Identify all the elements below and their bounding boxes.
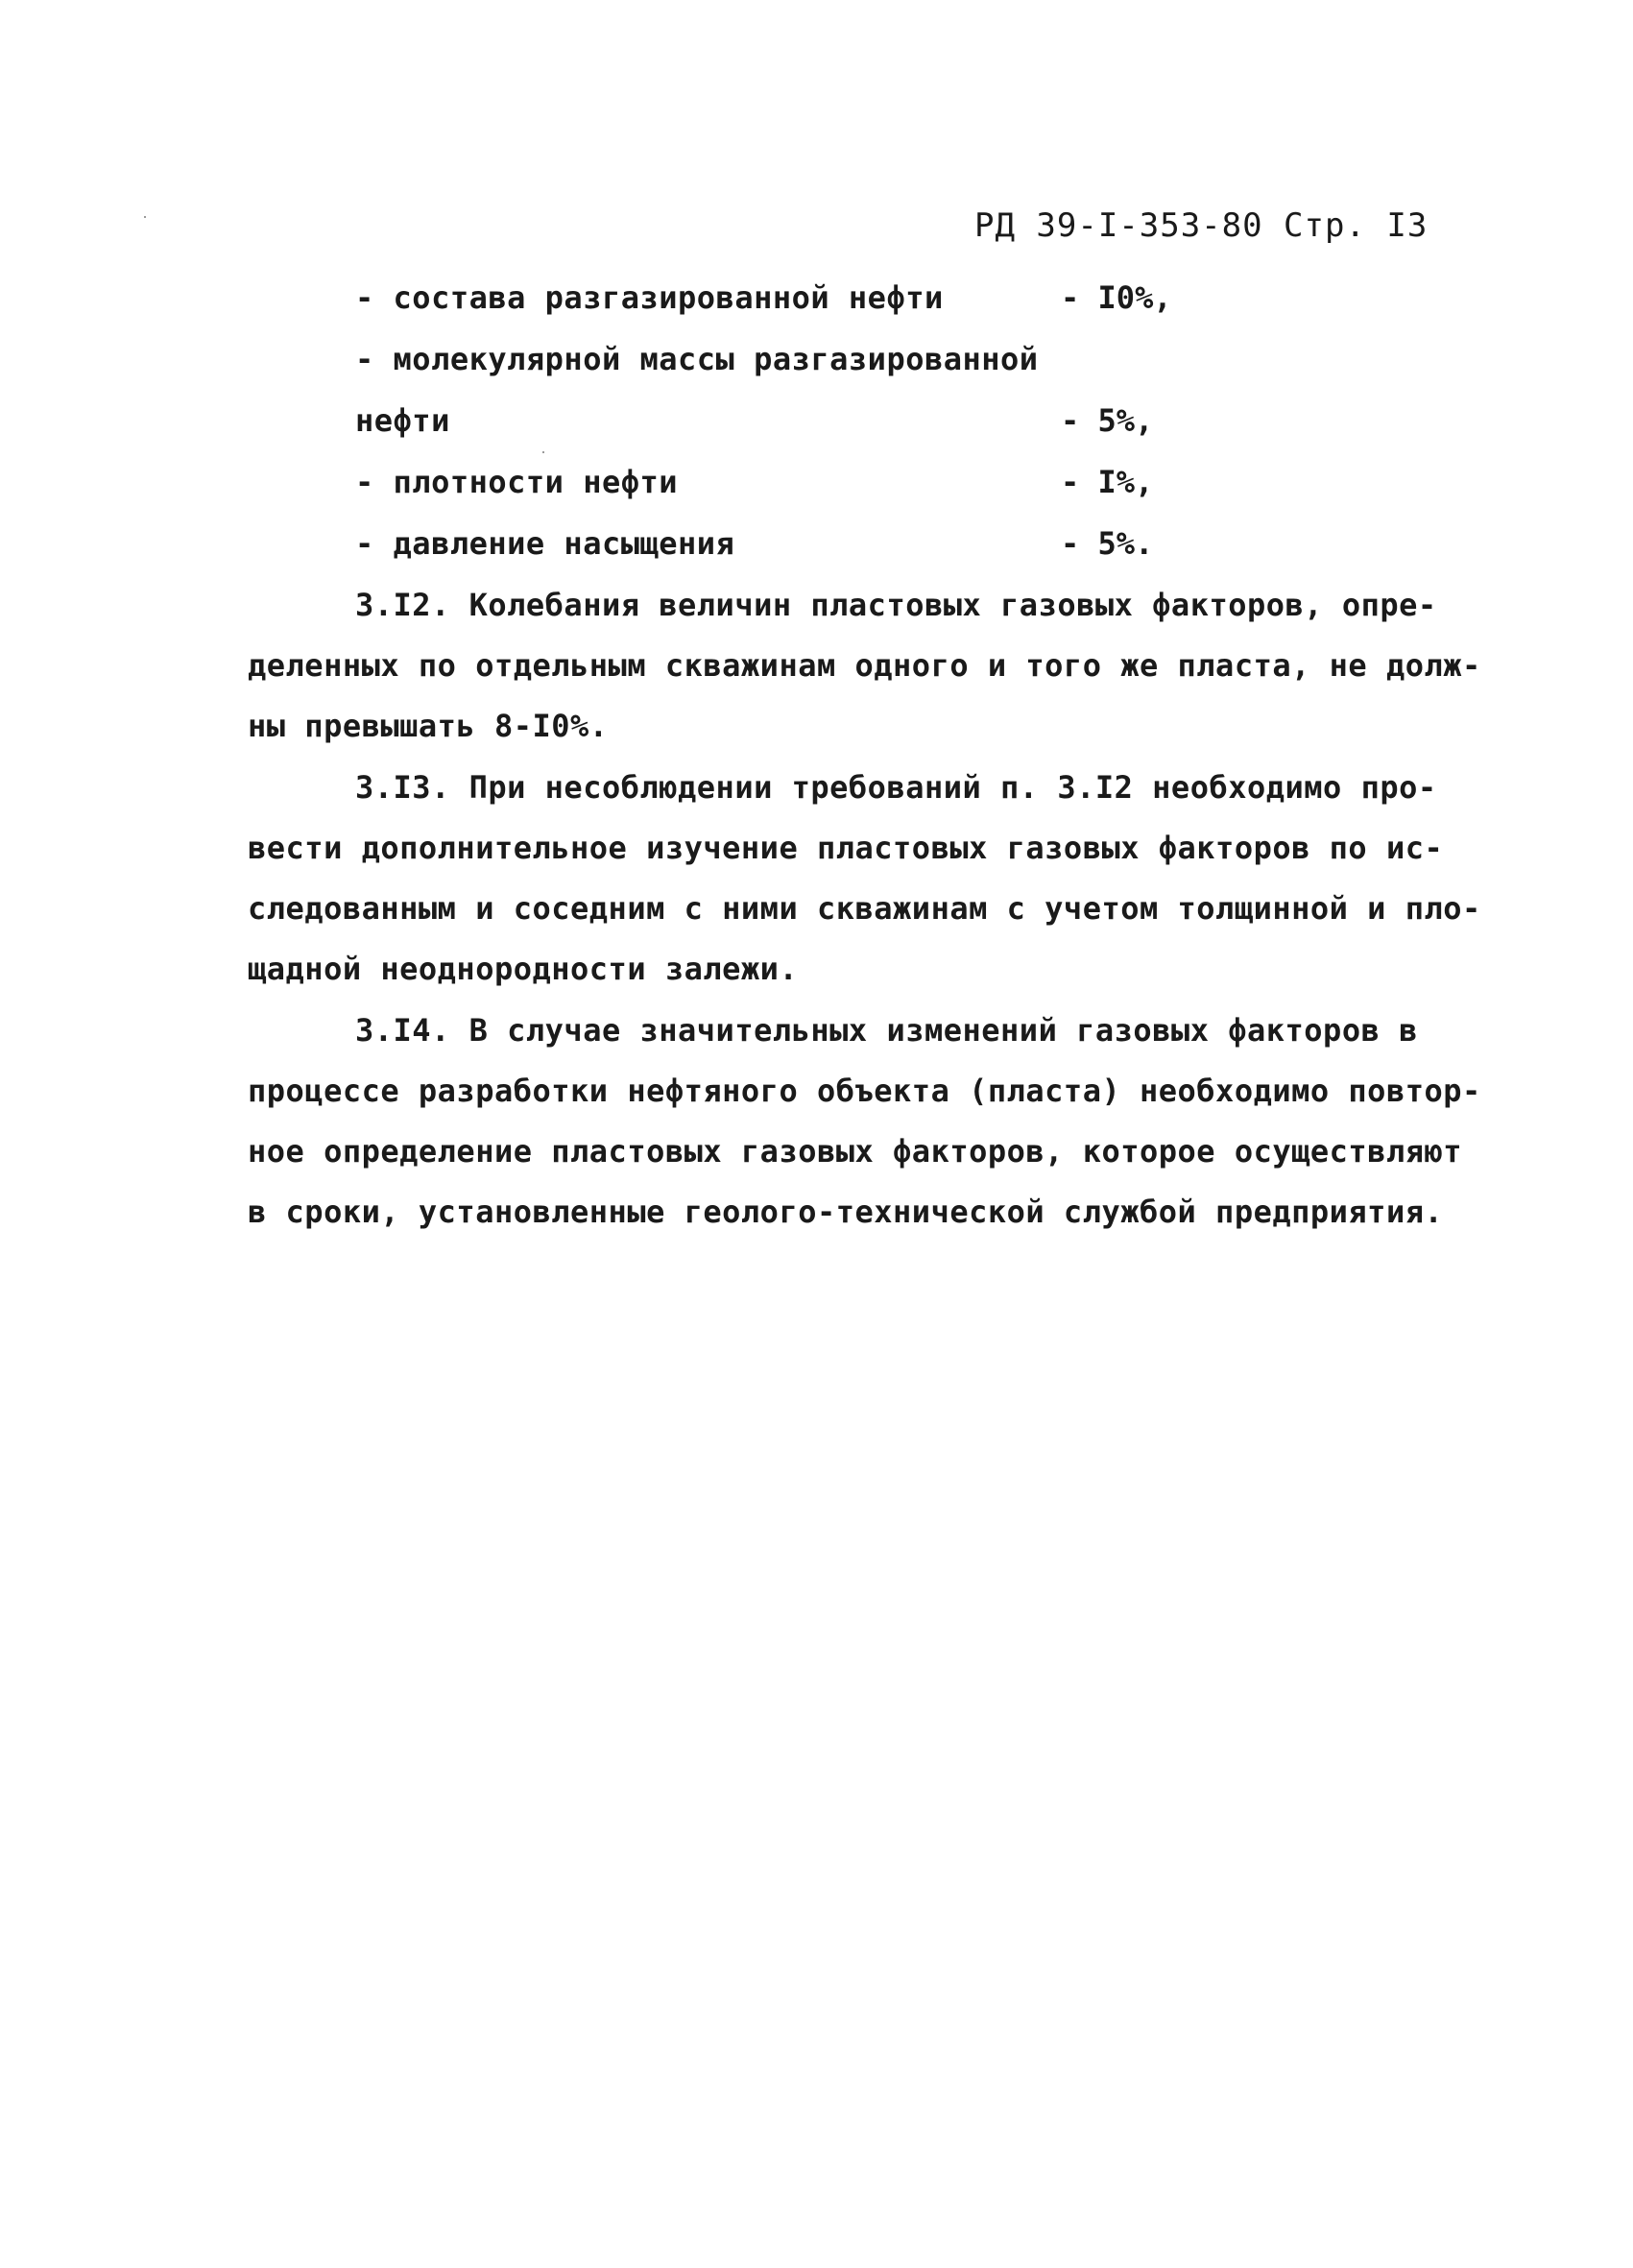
paragraph-line: 3.I2. Колебания величин пластовых газовых факторов, опре- bbox=[355, 587, 1437, 623]
list-item-label: - молекулярной массы разгазированной bbox=[355, 341, 1039, 377]
page-header: РД 39-I-353-80 Стр. I3 bbox=[974, 206, 1429, 245]
paragraph-line: процессе разработки нефтяного объекта (пласта) необходимо повтор- bbox=[248, 1073, 1481, 1109]
scan-speck bbox=[144, 216, 146, 218]
list-item-value: - I%, bbox=[1061, 464, 1154, 500]
list-item-value: - I0%, bbox=[1061, 279, 1172, 316]
paragraph-line: ное определение пластовых газовых факторов, которое осуществляют bbox=[248, 1133, 1462, 1170]
paragraph-line: деленных по отдельным скважинам одного и того же пласта, не долж- bbox=[248, 647, 1481, 684]
paragraph-line: ны превышать 8-I0%. bbox=[248, 708, 609, 744]
paragraph-line: щадной неоднородности залежи. bbox=[248, 951, 799, 987]
paragraph-line: 3.I3. При несоблюдении требований п. 3.I2 необходимо про- bbox=[355, 769, 1437, 806]
list-item-label: - плотности нефти bbox=[355, 464, 679, 500]
scan-speck bbox=[542, 451, 544, 453]
list-item-label: - давление насыщения bbox=[355, 525, 735, 562]
paragraph-line: 3.I4. В случае значительных изменений газовых факторов в bbox=[355, 1012, 1418, 1049]
list-item-label: нефти bbox=[355, 402, 450, 439]
list-item-value: - 5%. bbox=[1061, 525, 1154, 562]
list-item-label: - состава разгазированной нефти bbox=[355, 279, 944, 316]
list-item-value: - 5%, bbox=[1061, 402, 1154, 439]
paragraph-line: вести дополнительное изучение пластовых газовых факторов по ис- bbox=[248, 830, 1444, 866]
paragraph-line: в сроки, установленные геолого-технической службой предприятия. bbox=[248, 1194, 1444, 1230]
paragraph-line: следованным и соседним с ними скважинам с учетом толщинной и пло- bbox=[248, 890, 1481, 927]
